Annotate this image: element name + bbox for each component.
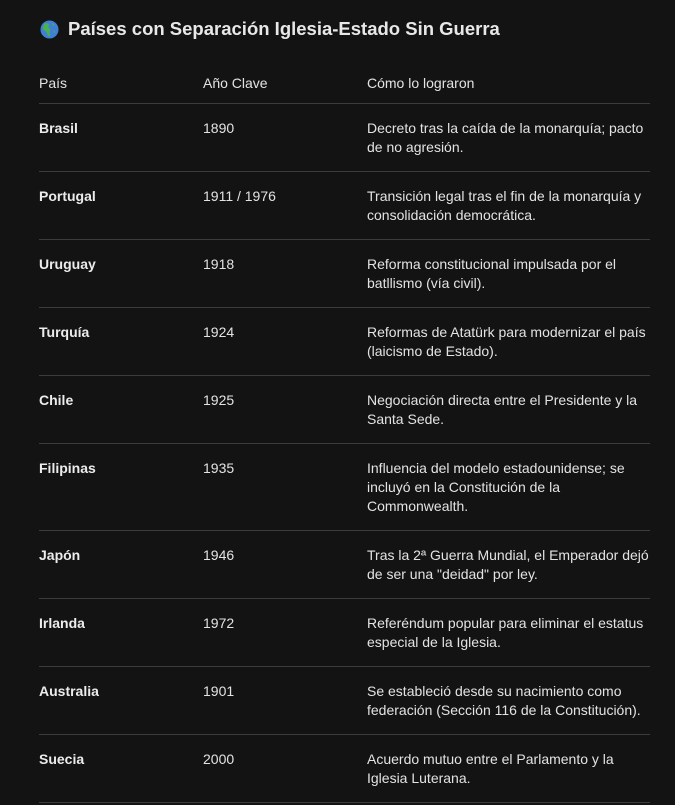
column-header-year: Año Clave [203, 62, 367, 104]
section-heading [40, 16, 500, 42]
country-cell: Japón [39, 531, 203, 599]
year-cell: 1918 [203, 240, 367, 308]
table-row [39, 376, 650, 444]
how-cell: Transición legal tras el fin de la monarquía y consolidación democrática. [367, 172, 650, 240]
year-cell: 1890 [203, 104, 367, 172]
how-cell: Reformas de Atatürk para modernizar el país (laicismo de Estado). [367, 308, 650, 376]
country-cell: Portugal [39, 172, 203, 240]
table-row [39, 531, 650, 599]
country-cell: Uruguay [39, 240, 203, 308]
year-cell: 1901 [203, 667, 367, 735]
table-row [39, 172, 650, 240]
how-cell: Tras la 2ª Guerra Mundial, el Emperador dejó de ser una "deidad" por ley. [367, 531, 650, 599]
table-row [39, 240, 650, 308]
table-row [39, 735, 650, 803]
how-cell: Se estableció desde su nacimiento como federación (Sección 116 de la Constitución). [367, 667, 650, 735]
how-cell: Reforma constitucional impulsada por el batllismo (vía civil). [367, 240, 650, 308]
year-cell: 1946 [203, 531, 367, 599]
table-row [39, 104, 650, 172]
globe-americas-icon [40, 20, 59, 39]
year-cell: 2000 [203, 735, 367, 803]
table-row [39, 444, 650, 531]
year-cell: 1935 [203, 444, 367, 531]
table-header-row [39, 62, 650, 104]
how-cell: Referéndum popular para eliminar el estatus especial de la Iglesia. [367, 599, 650, 667]
how-cell: Negociación directa entre el Presidente y la Santa Sede. [367, 376, 650, 444]
table-row [39, 599, 650, 667]
year-cell: 1911 / 1976 [203, 172, 367, 240]
year-cell: 1972 [203, 599, 367, 667]
country-cell: Irlanda [39, 599, 203, 667]
how-cell: Influencia del modelo estadounidense; se incluyó en la Constitución de la Commonwealth. [367, 444, 650, 531]
country-cell: Brasil [39, 104, 203, 172]
column-header-country: País [39, 62, 203, 104]
year-cell: 1924 [203, 308, 367, 376]
table-row [39, 308, 650, 376]
countries-table [39, 62, 650, 803]
how-cell: Acuerdo mutuo entre el Parlamento y la Iglesia Luterana. [367, 735, 650, 803]
country-cell: Australia [39, 667, 203, 735]
how-cell: Decreto tras la caída de la monarquía; pacto de no agresión. [367, 104, 650, 172]
country-cell: Chile [39, 376, 203, 444]
country-cell: Filipinas [39, 444, 203, 531]
page-title: Países con Separación Iglesia-Estado Sin Guerra [68, 18, 500, 39]
column-header-how: Cómo lo lograron [367, 62, 650, 104]
country-cell: Turquía [39, 308, 203, 376]
country-cell: Suecia [39, 735, 203, 803]
year-cell: 1925 [203, 376, 367, 444]
table-row [39, 667, 650, 735]
